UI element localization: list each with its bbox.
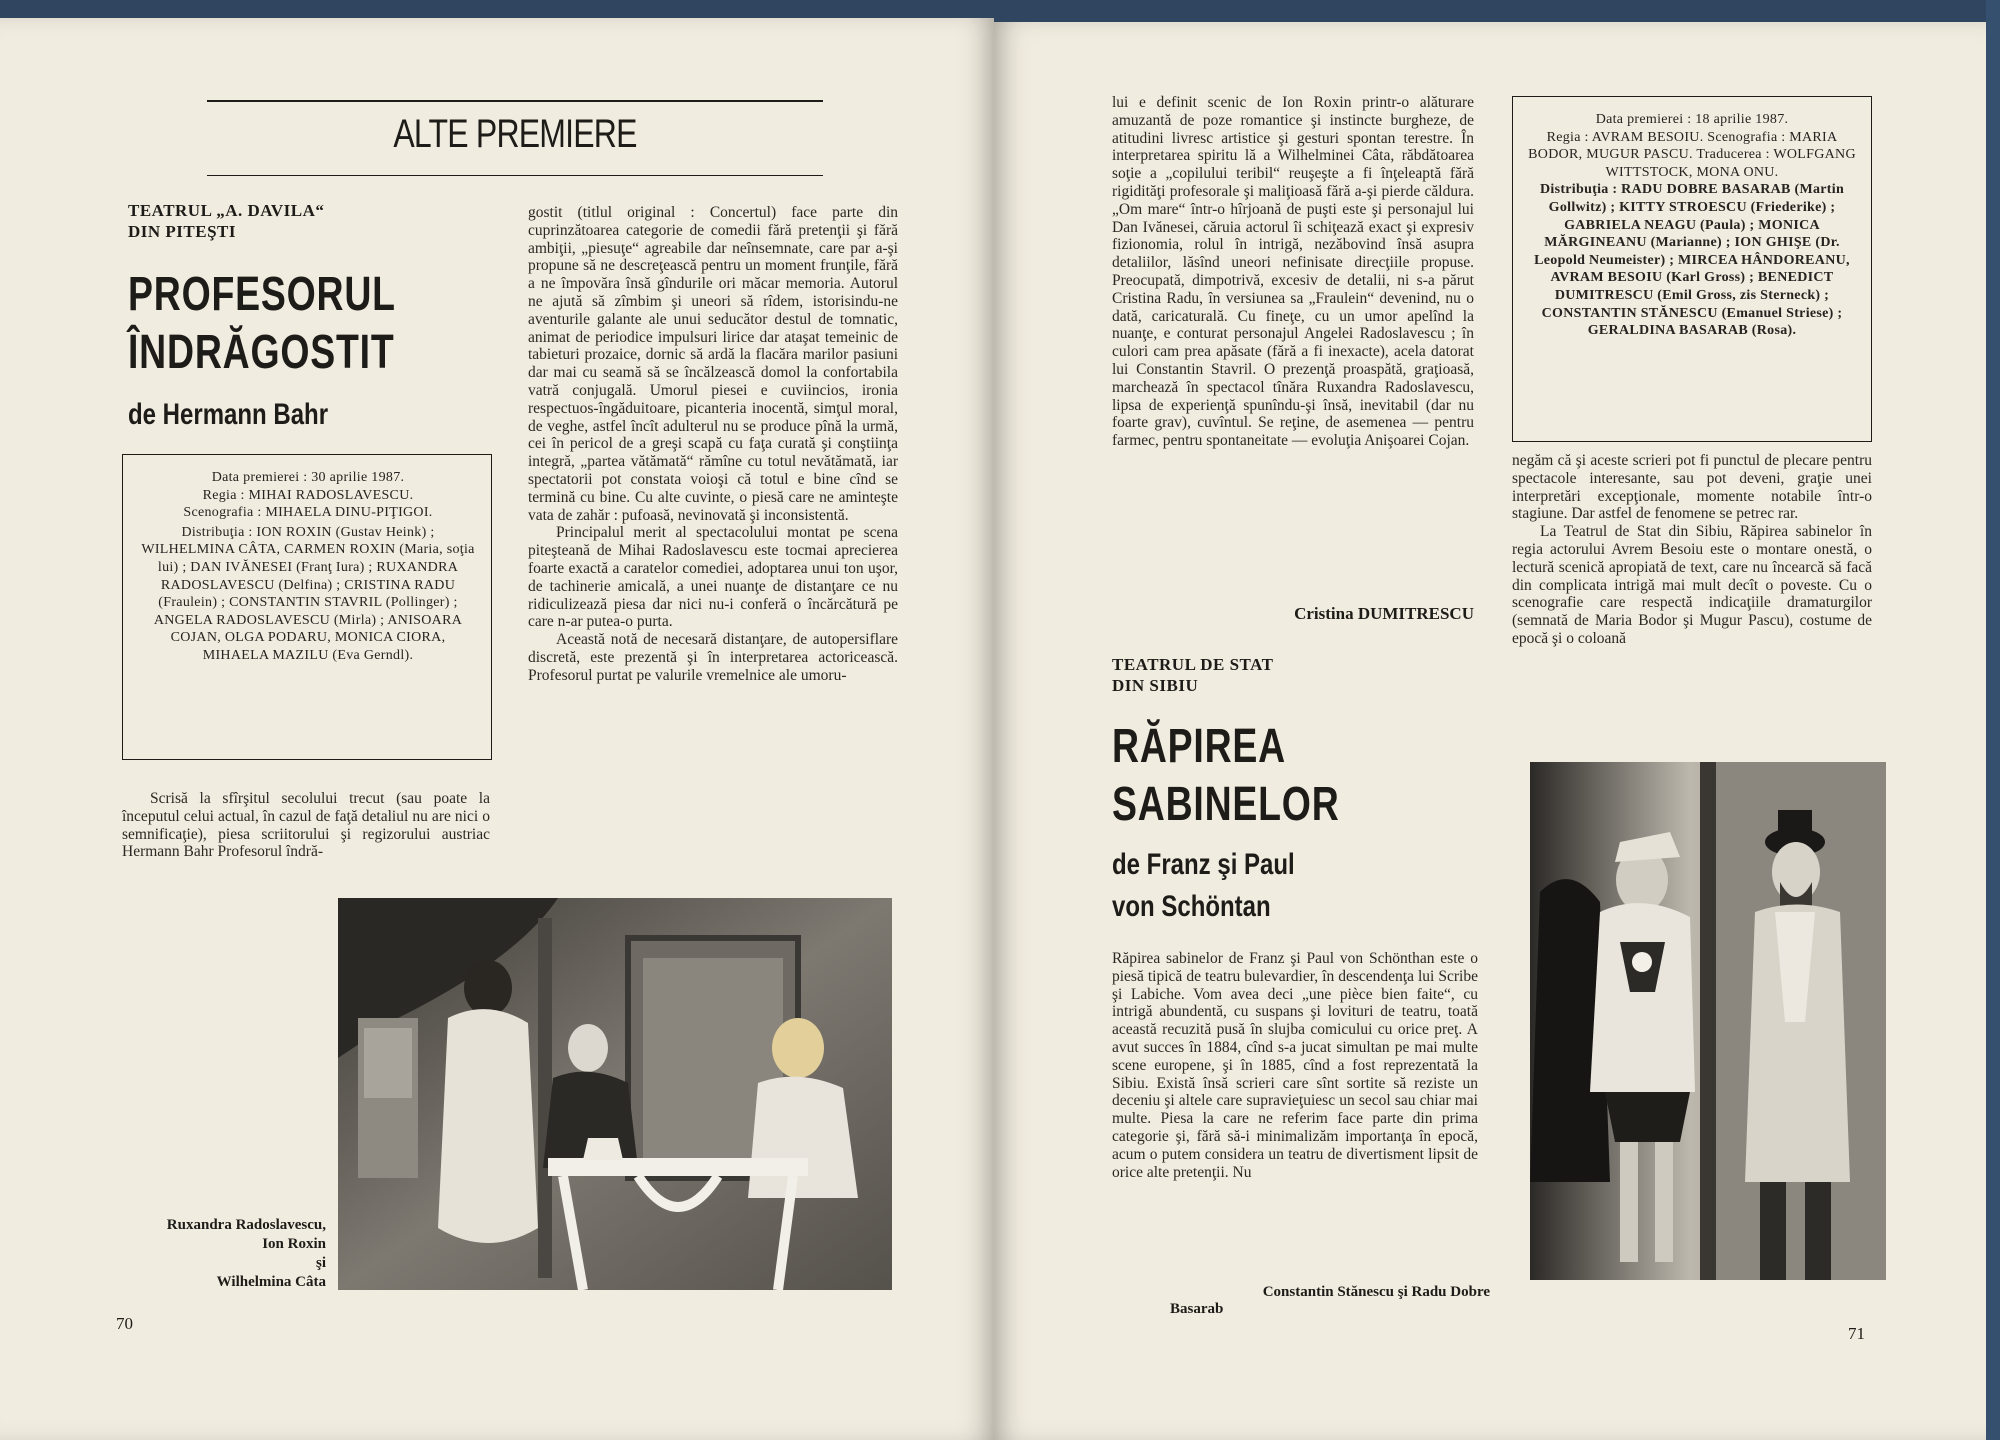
credits-scenography: Scenografia : MIHAELA DINU-PIŢIGOI. (183, 505, 433, 521)
photo-caption-right (1170, 1284, 1490, 1318)
right-page (994, 22, 1986, 1440)
photo-caption-left (100, 1216, 326, 1292)
col2-paragraph-1: gostit (titlul original : Concertul) face parte din cuprinzătoarea categorie de comedii fără pretenţii şi fără ambiţii, „piesuţe“ agreabile dar neînsemnate, care par a-şi propune să ne descreţească pentru un moment frunţile, fără a ne împovăra însă gîndurile ori măcar memoria. Autorul ne ajută să zîmbim şi uneori să rîdem, istorisindu-ne aventurile galante ale unui seducător destul de tomnatic, animat de periodice impulsuri lirice dar ataşat temeinic de tabieturi prozaice, dornic să ardă la flacăra marilor pasiuni dar mai cu seamă să se încălzească domol la confortabila vatră conjugală. Umorul piesei e cuviincios, ironia respectuos-îngăduitoare, picanteria inocentă, simţul moral, de veghe, astfel încît adulterul nu se produce pînă la urmă, cei în pericol de a greşi scapă cu faţa curată şi conştiinţa integră, „partea vătămată“ rămîne cu totul nevătămată, iar spectatorii pot constata voioşi că totul e bine cînd se termină cu bine. Cu alte cuvinte, o piesă care ne aminteşte vata de zahăr : pufoasă, nevinovată şi inconsistentă. (528, 204, 898, 524)
right-theatre-name-line: TEATRUL DE STAT (1112, 655, 1274, 674)
right-author-line-2: von Schöntan (1112, 890, 1271, 923)
theatre-heading (128, 200, 508, 242)
stage-photo-right (1530, 762, 1886, 1280)
play-title-line-2: ÎNDRĂGOSTIT (128, 326, 395, 379)
theatre-name-line: TEATRUL „A. DAVILA“ (128, 201, 325, 220)
col1-text: Scrisă la sfîrşitul secolului trecut (sau poate la începutul celui actual, în cazul de faţă detaliul nu are nici o semnificaţie), piesa scriitorului şi regizorului austriac Hermann Bahr Profesorul îndră- (122, 790, 490, 861)
page-number-left: 70 (116, 1314, 133, 1333)
stage-scene-illustration (338, 898, 892, 1290)
col2-paragraph-2: Principalul merit al spectacolului montat pe scena piteşteană de Mihai Radoslavescu este tocmai aprecierea foarte exactă a caratelor comediei, adoptarea unui ton uşor, de tachinerie amicală, a unei nuanţe de distanţare ce nu ridiculizează piesa dar nici nu-i conferă o încărcătură pe care n-ar putea-o purta. (528, 524, 898, 631)
left-page (0, 18, 994, 1440)
article-signature: Cristina DUMITRESCU (1294, 604, 1474, 623)
theatre-city-line: DIN PITEŞTI (128, 222, 237, 241)
right-play-title-line-2: SABINELOR (1112, 778, 1340, 831)
play-title (128, 266, 508, 382)
play-author: de Hermann Bahr (128, 398, 329, 431)
right-credits-cast: Distribuţia : RADU DOBRE BASARAB (Martin Gollwitz) ; KITTY STROESCU (Friederike) ; GABRIELA NEAGU (Paula) ; MONICA MĂRGINEANU (Marianne) ; ION GHIŞE (Dr. Leopold Neumeister) ; MIRCEA HÂNDOREANU, AVRAM BESOIU (Karl Gross) ; BENEDICT DUMITRESCU (Emil Gross, zis Sterneck) ; CONSTANTIN STĂNESCU (Emanuel Striese) ; GERALDINA BASARAB (Rosa). (1534, 182, 1850, 339)
right-credits-premiere: Data premierei : 18 aprilie 1987. (1595, 112, 1789, 127)
right-col3-paragraph-1: negăm că şi aceste scrieri pot fi punctul de plecare pentru spectacole interesante, sau pot deveni, graţie unei interpretări excepţionale, momente notabile într-o stagiune. Dar astfel de fenomene se petrec rar. (1512, 452, 1872, 523)
right-col2-text: Răpirea sabinelor de Franz şi Paul von Schönthan este o piesă tipică de teatru bulevardier, în descendenţa lui Scribe şi Labiche. Vom avea deci „une pièce bien faite“, cu intrigă abundentă, cu suspans şi lovituri de teatru, toată această recuzită pusă în slujba comicului cu orice preţ. A avut succes în 1884, cînd s-a jucat simultan pe mai multe scene europene, şi în 1885, cînd a fost reprezentată la Sibiu. Există însă scrieri care sînt sortite să reziste un deceniu şi altele care supravieţuiesc un secol sau chiar mai multe. Piesa la care ne referim face parte din prima categorie şi, fără să-i minimalizăm importanţa în epocă, acum o putem considera un teatru de divertisment lipsit de orice alte pretenţii. Nu (1112, 950, 1478, 1181)
right-credits-production: Regia : AVRAM BESOIU. Scenografia : MARIA BODOR, MUGUR PASCU. Traducerea : WOLFGANG WITTSTOCK, MONA ONU. (1528, 129, 1856, 180)
section-title: ALTE PREMIERE (207, 100, 823, 176)
right-credits-box (1512, 96, 1872, 442)
right-col3-paragraph-2: La Teatrul de Stat din Sibiu, Răpirea sabinelor în regia actorului Avrem Besoiu este o montare onestă, o lectură scenică apropiată de text, care nu încearcă să facă din complicata intrigă mai mult decît o poveste. Cu o scenografie care respectă indicaţiile dramaturgilor (semnată de Maria Bodor şi Mugur Pascu), costume de epocă şi o coloană (1512, 523, 1872, 647)
caption-line-2: Ion Roxin (262, 1236, 326, 1252)
credits-cast: Distribuţia : ION ROXIN (Gustav Heink) ; WILHELMINA CÂTA, CARMEN ROXIN (Maria, soţia lui) ; DAN IVĂNESEI (Franţ Iura) ; RUXANDRA RADOSLAVESCU (Delfina) ; CRISTINA RADU (Fraulein) ; CONSTANTIN STAVRIL (Pollinger) ; ANGELA RADOSLAVESCU (Mirla) ; ANISOARA COJAN, OLGA PODARU, MONICA CIORA, MIHAELA MAZILU (Eva Gerndl). (141, 524, 475, 663)
stage-photo-left (338, 898, 892, 1290)
right-author-line-1: de Franz şi Paul (1112, 848, 1295, 881)
right-play-title-line-1: RĂPIREA (1112, 720, 1286, 773)
stage-scene-illustration-right (1530, 762, 1886, 1280)
page-number-right: 71 (1848, 1324, 1865, 1343)
credits-box (122, 454, 492, 760)
right-play-author (1112, 844, 1512, 928)
right-caption-line-1: Constantin Stănescu şi Radu Dobre (1262, 1284, 1490, 1300)
right-caption-line-2: Basarab (1170, 1301, 1224, 1317)
col2-paragraph-3: Această notă de necesară distanţare, de autopersiflare discretă, este prezentă şi în interpretarea actoricească. Profesorul purtat pe valurile vremelnice ale umoru- (528, 631, 898, 684)
caption-line-1: Ruxandra Radoslavescu, (166, 1217, 326, 1233)
right-theatre-city-line: DIN SIBIU (1112, 676, 1199, 695)
col2-text (528, 204, 898, 685)
right-col1-text: lui e definit scenic de Ion Roxin printr-o alăturare amuzantă de poze romantice şi instincte burgheze, de atitudini livresc artistice şi gesturi spontan terestre. În interpretarea spiritu lă a Wilhelminei Câta, răbdătoarea soţie a „copilului teribil“ reuşeşte a fi înţeleaptă fără rigidităţi profesorale şi maliţioasă fără a-şi pierde căldura. „Om mare“ într-o hîrjoană de puşti este şi personajul lui Dan Ivănesei, căruia actorul îi schiţează exact şi expresiv fizionomia, rolul în intrigă, nezăbovind însă asupra detaliilor, lăsînd uneori nefinisate direcţiile propuse. Preocupată, dimpotrivă, excesiv de detalii, ni s-a părut Cristina Radu, în versiunea sa „Fraulein“ devenind, nu o dată, caricaturală. Cu fineţe, cu un umor apelînd la nuanţe, e conturat personajul Angelei Radoslavescu ; în culori cam prea apăsate (fără a fi inexacte), acela datorat lui Constantin Stavril. O prezenţă proaspătă, graţioasă, marchează în spectacol tînăra Ruxandra Radoslavescu, lipsa de experienţă spunîndu-şi însă, inevitabil (dar nu foarte grav), cuvîntul. Se reţine, de asemenea — pentru farmec, pentru spontaneitate — evoluţia Anişoarei Cojan. (1112, 94, 1474, 450)
book-cover-right-edge (1986, 0, 2000, 1440)
right-play-title (1112, 718, 1474, 834)
play-title-line-1: PROFESORUL (128, 268, 396, 321)
caption-line-4: Wilhelmina Câta (216, 1274, 326, 1290)
credits-direction: Regia : MIHAI RADOSLAVESCU. (202, 487, 414, 503)
caption-line-3: şi (315, 1255, 326, 1271)
right-col3-text (1512, 452, 1872, 648)
credits-premiere: Data premierei : 30 aprilie 1987. (211, 470, 405, 485)
right-theatre-heading (1112, 654, 1474, 696)
